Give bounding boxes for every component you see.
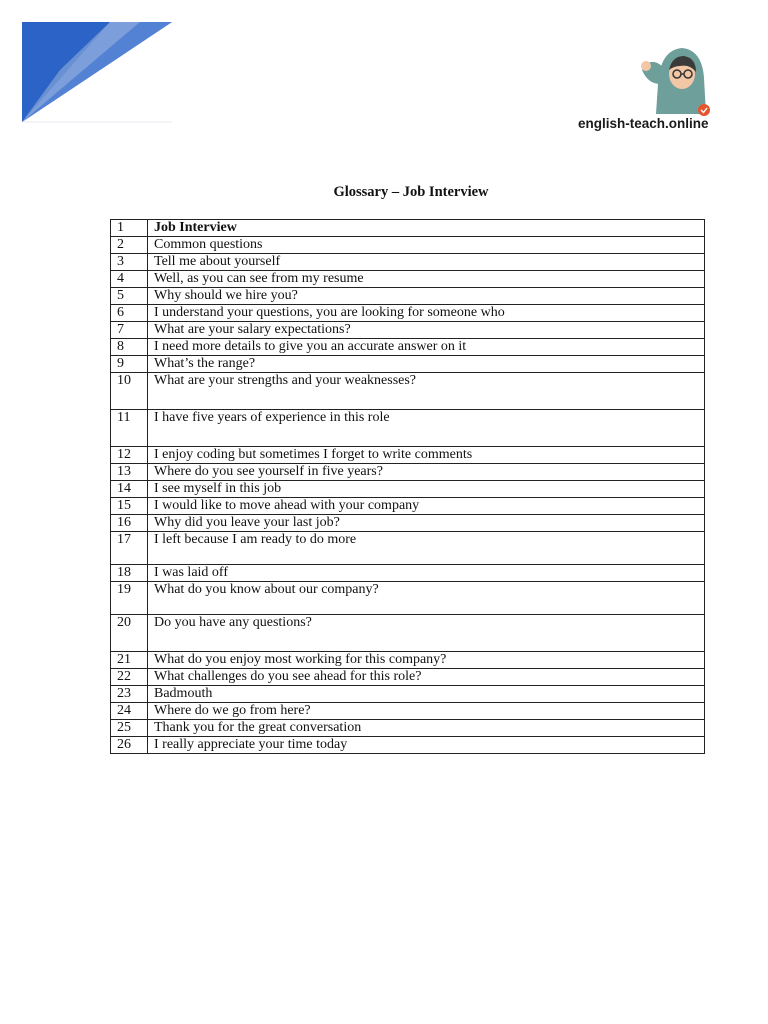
row-term: I have five years of experience in this role <box>148 410 705 447</box>
table-row <box>111 515 705 532</box>
row-number: 2 <box>111 237 148 254</box>
mascot-icon <box>636 44 714 116</box>
row-term: Common questions <box>148 237 705 254</box>
table-row <box>111 686 705 703</box>
row-term: I understand your questions, you are looking for someone who <box>148 305 705 322</box>
row-term: Well, as you can see from my resume <box>148 271 705 288</box>
glossary-table <box>110 219 705 754</box>
table-row <box>111 464 705 481</box>
table-row <box>111 288 705 305</box>
row-term: What’s the range? <box>148 356 705 373</box>
row-term: I need more details to give you an accurate answer on it <box>148 339 705 356</box>
table-row <box>111 237 705 254</box>
row-number: 14 <box>111 481 148 498</box>
row-term: Do you have any questions? <box>148 615 705 652</box>
row-term: Why should we hire you? <box>148 288 705 305</box>
row-number: 9 <box>111 356 148 373</box>
row-term: Badmouth <box>148 686 705 703</box>
row-number: 25 <box>111 720 148 737</box>
table-row <box>111 254 705 271</box>
table-row <box>111 373 705 410</box>
row-term: I enjoy coding but sometimes I forget to write comments <box>148 447 705 464</box>
row-number: 13 <box>111 464 148 481</box>
row-number: 23 <box>111 686 148 703</box>
row-number: 16 <box>111 515 148 532</box>
table-row <box>111 271 705 288</box>
row-number: 22 <box>111 669 148 686</box>
row-term: What do you enjoy most working for this company? <box>148 652 705 669</box>
row-number: 11 <box>111 410 148 447</box>
table-row <box>111 339 705 356</box>
row-term: I really appreciate your time today <box>148 737 705 754</box>
row-number: 10 <box>111 373 148 410</box>
brand-logo <box>578 44 728 136</box>
row-number: 24 <box>111 703 148 720</box>
table-row <box>111 410 705 447</box>
page-title: Glossary – Job Interview <box>333 184 489 200</box>
table-row <box>111 737 705 754</box>
row-number: 1 <box>111 220 148 237</box>
row-number: 3 <box>111 254 148 271</box>
row-number: 15 <box>111 498 148 515</box>
row-number: 6 <box>111 305 148 322</box>
table-row <box>111 669 705 686</box>
row-number: 4 <box>111 271 148 288</box>
row-number: 7 <box>111 322 148 339</box>
row-term: Thank you for the great conversation <box>148 720 705 737</box>
table-row <box>111 565 705 582</box>
row-number: 21 <box>111 652 148 669</box>
row-number: 5 <box>111 288 148 305</box>
table-row <box>111 532 705 565</box>
row-term: I left because I am ready to do more <box>148 532 705 565</box>
row-number: 8 <box>111 339 148 356</box>
table-row <box>111 305 705 322</box>
row-term: What do you know about our company? <box>148 582 705 615</box>
row-term: What challenges do you see ahead for this role? <box>148 669 705 686</box>
table-row <box>111 322 705 339</box>
row-number: 20 <box>111 615 148 652</box>
row-term: Where do we go from here? <box>148 703 705 720</box>
row-term: Tell me about yourself <box>148 254 705 271</box>
table-row <box>111 703 705 720</box>
table-row <box>111 356 705 373</box>
row-term: I would like to move ahead with your company <box>148 498 705 515</box>
brand-name: english-teach.online <box>578 116 709 131</box>
table-row <box>111 582 705 615</box>
corner-decoration <box>0 0 180 130</box>
row-term: I see myself in this job <box>148 481 705 498</box>
row-number: 19 <box>111 582 148 615</box>
table-row <box>111 447 705 464</box>
row-term: I was laid off <box>148 565 705 582</box>
row-term: Job Interview <box>148 220 705 237</box>
table-row <box>111 498 705 515</box>
row-term: Why did you leave your last job? <box>148 515 705 532</box>
row-number: 18 <box>111 565 148 582</box>
table-row <box>111 615 705 652</box>
table-row <box>111 220 705 237</box>
row-number: 12 <box>111 447 148 464</box>
table-row <box>111 720 705 737</box>
row-term: What are your salary expectations? <box>148 322 705 339</box>
row-term: What are your strengths and your weaknesses? <box>148 373 705 410</box>
row-number: 26 <box>111 737 148 754</box>
table-row <box>111 481 705 498</box>
row-number: 17 <box>111 532 148 565</box>
row-term: Where do you see yourself in five years? <box>148 464 705 481</box>
table-row <box>111 652 705 669</box>
